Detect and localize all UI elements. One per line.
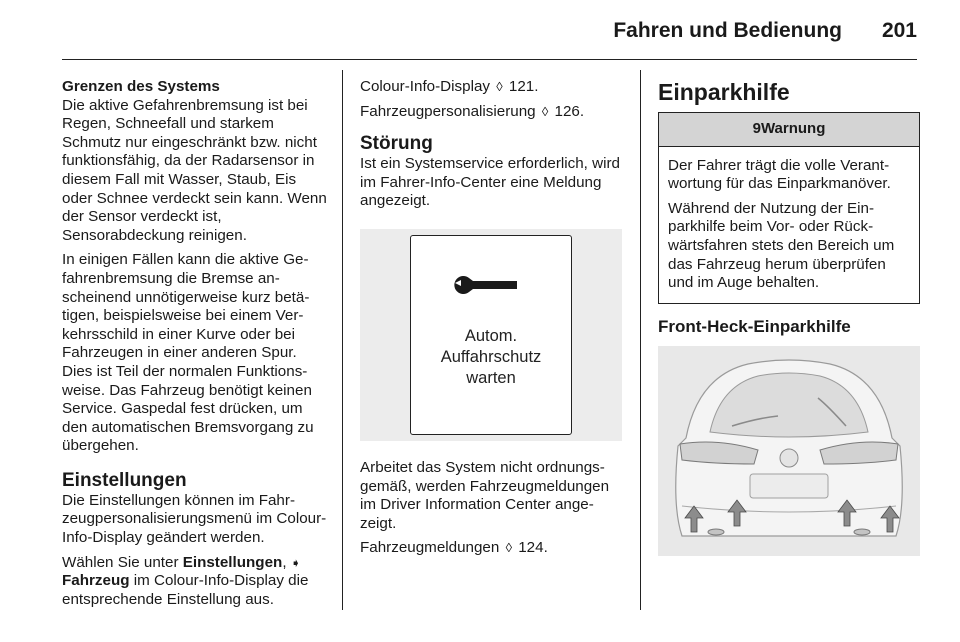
wrench-icon [411, 258, 571, 318]
page-number: 201 [881, 19, 917, 42]
warning-triangle-icon: 9 [752, 120, 761, 137]
warning-title: Warnung [760, 120, 826, 137]
display-figure [360, 229, 622, 441]
header-rule [62, 59, 917, 60]
page-header [0, 0, 960, 60]
parking-assist-heading: Einparkhilfe [658, 79, 790, 105]
reference-text: Colour-Info-Display [360, 78, 490, 95]
fault-paragraph-1: Ist ein Systemservice erforderlich, wird im Fahrer-Info-Center eine Meldung angezeigt. [360, 155, 620, 210]
column-divider-2 [640, 70, 641, 610]
reference-vehicle-messages [360, 539, 625, 558]
settings-text-e: im Colour-Info-Display die entsprechende Einstellung aus. [62, 572, 309, 608]
warning-body [659, 147, 919, 303]
fault-paragraph-2: Arbeitet das System nicht ordnungsgemäß, werden Fahrzeugmeldungen im Driver Information Center angezeigt. [360, 458, 610, 532]
warning-header [659, 113, 919, 147]
limits-paragraph-1: Die aktive Gefahrenbremsung ist bei Regen, Schneefall und starkem Schmutz nur eingeschränkt bzw. nicht funktionsfähig, da der Radarsensor in diesem Fall mit Wasser, Staub, Eis oder Schnee verdeckt sein kann. Wenn der Sensor verdeckt ist, Sensorabdeckung reinigen. [62, 96, 327, 244]
display-line-2: Auffahrschutz [440, 347, 542, 366]
settings-menu-name: Einstellungen [182, 553, 283, 571]
limits-title: Grenzen des Systems [62, 78, 220, 95]
display-screen [410, 235, 572, 435]
column-2 [360, 78, 625, 564]
display-line-3: warten [466, 368, 516, 387]
reference-vehicle-personalisation [360, 103, 625, 122]
page-reference-icon: ◊ [496, 79, 503, 94]
front-rear-parking-heading: Front-Heck-Einparkhilfe [658, 316, 851, 336]
reference-page: 121. [508, 78, 539, 95]
column-3 [658, 78, 920, 556]
display-line-1: Autom. [464, 326, 518, 345]
reference-text: Fahrzeugpersonalisierung [360, 102, 536, 120]
warning-paragraph-1: Der Fahrer trägt die volle Verantwortung für das Einparkmanöver. [668, 156, 891, 193]
limits-paragraph-2: In einigen Fällen kann die aktive Gefahrenbremsung die Bremse anscheinend unnötigerweise kurz betätigen, beispielsweise bei einem Verkehrsschild in einer Kurve oder bei Fahrzeugen in einer anderen Spur. Dies ist Teil der normalen Funktionsweise. Das Fahrzeug benötigt keinen Service. Gaspedal fest drücken, um den automatischen Bremsvorgang zu übergehen. [62, 251, 314, 455]
vehicle-menu-name: Fahrzeug [62, 572, 130, 590]
reference-page: 124. [518, 539, 548, 557]
fault-heading: Störung [360, 133, 433, 155]
settings-paragraph-2 [62, 554, 328, 610]
warning-box [658, 112, 920, 304]
settings-paragraph-1: Die Einstellungen können im Fahrzeugpersonalisierungsmenü im Colour-Info-Display geändert werden. [62, 491, 327, 547]
settings-text-c: , [282, 553, 291, 571]
column-1 [62, 78, 328, 615]
warning-paragraph-2: Während der Nutzung der Einparkhilfe beim Vor- oder Rückwärtsfahren stets den Bereich um das Fahrzeug herum überprüfen und im Auge behalten. [668, 199, 895, 292]
reference-text: Fahrzeugmeldungen [360, 539, 500, 557]
car-rear-figure [658, 346, 920, 556]
reference-colour-info-display [360, 78, 625, 97]
settings-heading: Einstellungen [62, 469, 187, 491]
reference-page: 126. [554, 102, 585, 120]
settings-text-a: Wählen Sie unter [62, 553, 183, 571]
display-message [411, 326, 571, 389]
menu-arrow-icon: ➧ [290, 555, 301, 570]
column-divider-1 [342, 70, 343, 610]
car-rear-illustration [658, 346, 920, 556]
header-title: Fahren und Bedienung [613, 19, 842, 42]
page-reference-icon: ◊ [541, 103, 549, 119]
page-reference-icon: ◊ [505, 540, 512, 556]
